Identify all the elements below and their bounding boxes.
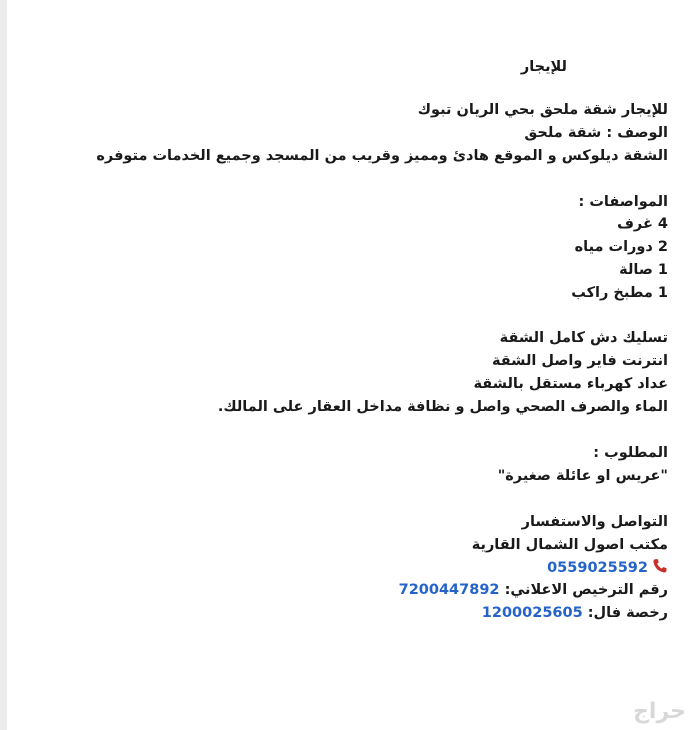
feature-item-water: الماء والصرف الصحي واصل و نظافة مداخل العقار على المالك. — [217, 399, 668, 415]
fal-license-label: رخصة فال: — [587, 605, 668, 621]
description-line: الوصف : شقة ملحق — [524, 125, 668, 141]
ad-title: للإيجار — [520, 59, 567, 75]
feature-item-internet: انترنت فاير واصل الشقة — [491, 353, 668, 369]
fal-license-line — [482, 604, 668, 622]
ad-headline: للإيجار شقة ملحق بحي الريان تبوك — [417, 102, 668, 118]
ad-license-number-link[interactable]: 7200447892 — [398, 582, 500, 598]
ad-license-line — [399, 581, 668, 599]
phone-icon — [652, 558, 668, 574]
required-value: "عريس او عائلة صغيرة" — [497, 468, 668, 484]
specs-heading: المواصفات : — [578, 194, 668, 210]
ad-license-label: رقم الترخيص الاعلاني: — [504, 582, 668, 598]
office-name: مكتب اصول الشمال القارية — [471, 537, 668, 553]
contact-heading: التواصل والاستفسار — [521, 514, 668, 530]
spec-item-living-room: 1 صالة — [619, 262, 668, 278]
fal-license-number-link[interactable]: 1200025605 — [481, 605, 583, 621]
feature-item-electricity: عداد كهرباء مستقل بالشقة — [473, 376, 668, 392]
details-line: الشقة ديلوكس و الموقع هادئ ومميز وقريب من المسجد وجميع الخدمات متوفره — [96, 148, 668, 164]
spec-item-kitchen: 1 مطبخ راكب — [571, 285, 668, 301]
required-heading: المطلوب : — [593, 445, 668, 461]
spec-item-bathrooms: 2 دورات مياه — [574, 239, 668, 255]
left-edge-shadow — [0, 0, 7, 730]
phone-line — [547, 558, 668, 577]
spec-item-rooms: 4 غرف — [617, 216, 668, 232]
phone-number-link[interactable]: 0559025592 — [547, 560, 648, 576]
feature-item-dish: تسليك دش كامل الشقة — [499, 330, 668, 346]
haraj-watermark: حراج — [633, 699, 686, 724]
